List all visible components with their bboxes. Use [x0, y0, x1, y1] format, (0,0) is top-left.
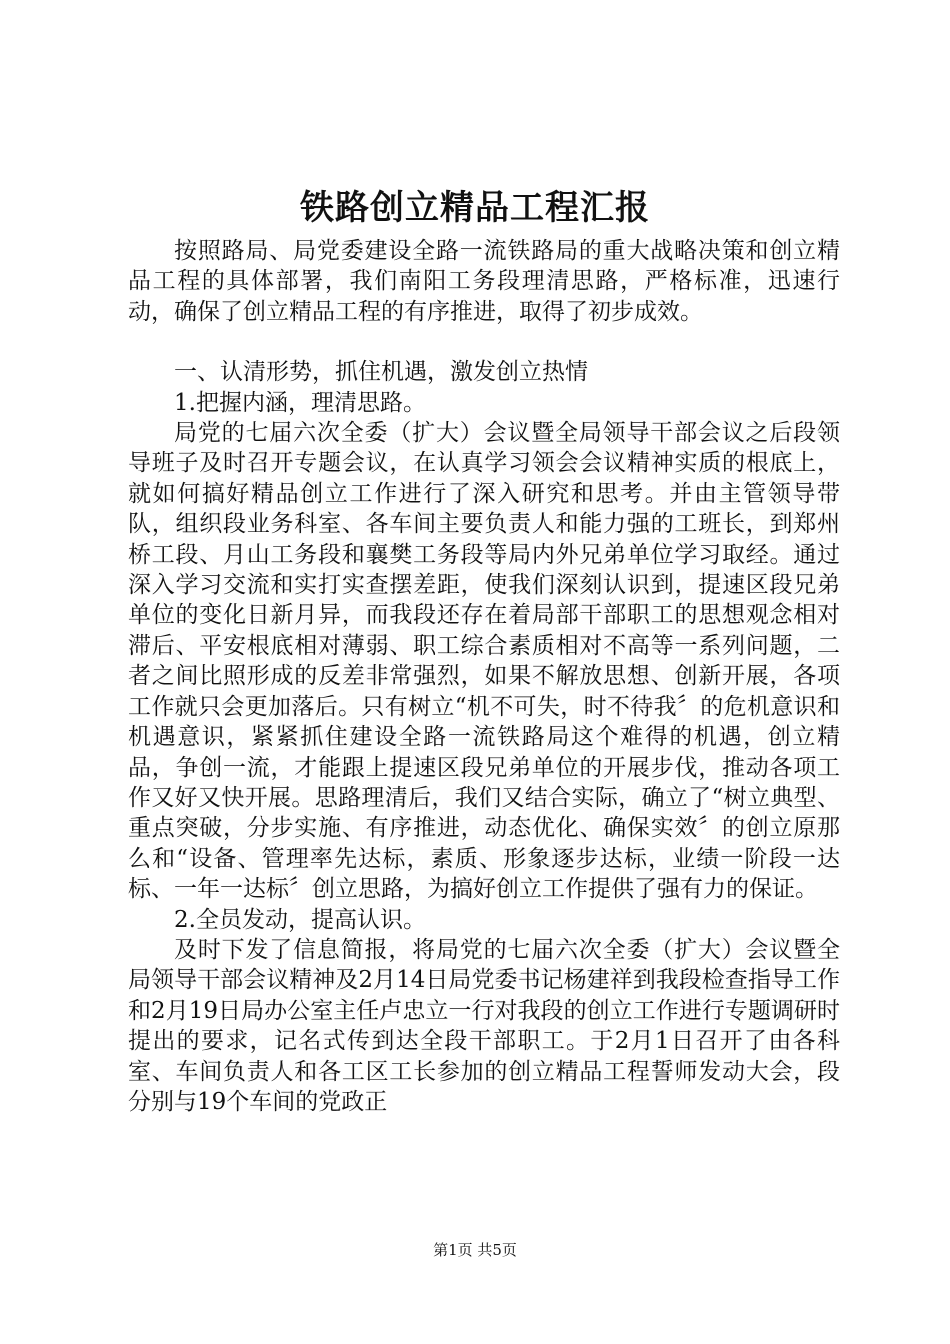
intro-paragraph: 按照路局、局党委建设全路一流铁路局的重大战略决策和创立精品工程的具体部署，我们南阳工务段理清思路，严格标准，迅速行动，确保了创立精品工程的有序推进，取得了初步成效。: [128, 238, 840, 325]
body-paragraph: 及时下发了信息简报，将局党的七届六次全委（扩大）会议暨全局领导干部会议精神及2月14日局党委书记杨建祥到我段检查指导工作和2月19日局办公室主任卢忠立一行对我段的创立工作进行专题调研时提出的要求，记名式传到达全段干部职工。于2月1日召开了由各科室、车间负责人和各工区工长参加的创立精品工程誓师发动大会，段分别与19个车间的党政正: [128, 936, 840, 1115]
document-body: [128, 236, 840, 1117]
page-number-footer: 第1页 共5页: [433, 1241, 517, 1259]
subheading-2: 2.全员发动，提高认识。: [174, 906, 426, 933]
subheading-1: 1.把握内涵，理清思路。: [174, 389, 426, 416]
section-heading: 一、认清形势，抓住机遇，激发创立热情: [174, 359, 588, 386]
body-paragraph: 局党的七届六次全委（扩大）会议暨全局领导干部会议之后段领导班子及时召开专题会议，在认真学习领会会议精神实质的根底上，就如何搞好精品创立工作进行了深入研究和思考。并由主管领导带队，组织段业务科室、各车间主要负责人和能力强的工班长，到郑州桥工段、月山工务段和襄樊工务段等局内外兄弟单位学习取经。通过深入学习交流和实打实查摆差距，使我们深刻认识到，提速区段兄弟单位的变化日新月异，而我段还存在着局部干部职工的思想观念相对滞后、平安根底相对薄弱、职工综合素质相对不高等一系列问题，二者之间比照形成的反差非常强烈，如果不解放思想、创新开展，各项工作就只会更加落后。只有树立“机不可失，时不待我〞的危机意识和机遇意识，紧紧抓住建设全路一流铁路局这个难得的机遇，创立精品，争创一流，才能跟上提速区段兄弟单位的开展步伐，推动各项工作又好又快开展。思路理清后，我们又结合实际，确立了“树立典型、重点突破，分步实施、有序推进，动态优化、确保实效〞的创立原那么和“设备、管理率先达标，素质、形象逐步达标，业绩一阶段一达标、一年一达标〞创立思路，为搞好创立工作提供了强有力的保证。: [128, 420, 840, 903]
document-title: 铁路创立精品工程汇报: [300, 188, 650, 228]
